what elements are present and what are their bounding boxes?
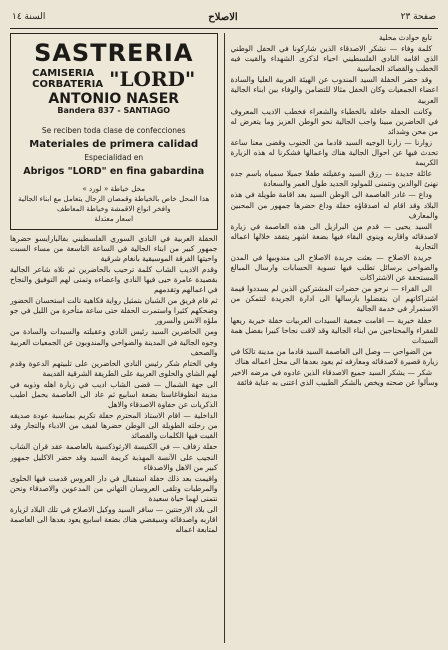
article-paragraph: زوارنا — زارنا الوجيه السيد قادما من الجنوب وقضى معنا ساعة تحدث فيها عن احوال الجالية هناك واعمالها فشكرنا له هذه الزيارة الكريمة: [230, 137, 438, 168]
ad-arabic-1: محل خياطة « لورد »: [82, 183, 146, 193]
article-paragraph: وقد حضر الحفلة السيد المندوب عن الهيئة العربية العليا والسادة اعضاء الجمعيات وكان الحفل مثالا للتضامن والوفاء بين ابناء الجالية العربية: [230, 75, 438, 105]
left-column-articles: [10, 234, 218, 536]
article-paragraph: وقدم الاديب الشاب كلمة ترحيب بالحاضرين ثم تلاه شاعر الجالية بقصيدة عامرة حيى فيها النادي واعضاءه وتمنى لهم التوفيق والنجاح في اعمالهم وتقدمهم: [10, 264, 218, 295]
article-paragraph: تابع حوادث محلية: [378, 33, 432, 42]
page-header: [10, 8, 438, 26]
article-paragraph: عائلة جديدة — رزق السيد وعقيلته طفلا جميلا سمياه باسم جده نهنئ الوالدين ونتمنى للمولود الجديد طول العمر والسعادة: [230, 169, 438, 189]
ad-arabic-4: اسعار معتدلة: [94, 213, 134, 223]
article-paragraph: وكانت الحفلة حافلة بالخطباء والشعراء فخطب الاديب المعروف في الحاضرين مبينا واجب الجالية نحو الوطن العزيز وما يتعرض له من محن وشدائد: [230, 106, 438, 136]
ad-arabic-3: وافخر انواع الاقمشة وخياطة المعاطف: [56, 203, 171, 213]
columns: [10, 33, 438, 643]
issue-number-left: السنة ١٤: [12, 12, 46, 22]
ad-camiseria: CAMISERIA: [32, 68, 95, 79]
ad-arabic-text: [17, 184, 211, 224]
article-paragraph: الى القراء — نرجو من حضرات المشتركين الذين لم يسددوا قيمة اشتراكاتهم ان يتفضلوا بارسالها الى ادارة الجريدة لتتمكن من الاستمرار في خدمة الجالية: [230, 284, 438, 314]
article-paragraph: واقيمت بعد ذلك حفلة استقبال في دار العروس قدمت فيها الحلوى والمرطبات وتلقى العروسان التهاني من المدعوين والاصدقاء ونحن نتمنى لهما حياة سعيدة: [10, 473, 218, 503]
article-paragraph: السيد يحيى — قدم من البرازيل الى هذه العاصمة في زيارة لاصدقائه واقاربه وينوي البقاء فيها بضعة اشهر يتفقد خلالها اعماله التجارية: [230, 221, 438, 251]
article-paragraph: حفلة خيرية — اقامت جمعية السيدات العربيات حفلة خيرية ريعها للفقراء والمحتاجين من ابناء الجالية وقد لاقت نجاحا كبيرا بفضل همة السيدات: [230, 315, 438, 345]
article-paragraph: ثم قام فريق من الشبان بتمثيل رواية فكاهية نالت استحسان الحضور وضحكهم كثيرا واستمرت الحفلة حتى ساعة متأخرة من الليل في جو ملؤه الانس والسرور: [10, 296, 218, 326]
article-paragraph: جريدة الاصلاح — بعثت جريدة الاصلاح الى مندوبيها في المدن والضواحي برسائل تطلب فيها تسوية الحسابات وارسال المبالغ المستحقة عن الاشتراكات: [230, 252, 438, 283]
ad-spanish-1: Se reciben toda clase de confecciones: [41, 126, 186, 136]
article-paragraph: شكر — يشكر السيد جميع الاصدقاء الذين عادوه في مرضه الاخير وسألوا عن صحته ويخص بالشكر الطبيب الذي اعتنى به عناية فائقة: [230, 368, 438, 388]
ad-owner: ANTONIO NASER: [48, 91, 180, 107]
ad-row-lord: [17, 68, 211, 90]
page-number-right: صفحة ٢٣: [400, 12, 436, 22]
article-paragraph: ومن الحاضرين السيد رئيس النادي وعقيلته والسيدات والسادة من وجوه الجالية في المدينة والضواحي والمندوبون عن الجمعيات العربية والصحف: [10, 327, 218, 357]
article-paragraph: الحفلة العربية في النادي السوري الفلسطيني بفالبارايسو حضرها جمهور كبير من ابناء الجالية في الساعة التاسعة من مساء السبت واحيتها الفرقة الموسيقية بانغام شرقية: [10, 233, 218, 263]
header-rule: [10, 28, 438, 29]
ad-arabic-2: هذا المحل خاص بالخياطة وقمصان الرجال يتعامل مع ابناء الجالية: [18, 193, 210, 203]
ad-lord: "LORD": [109, 66, 196, 91]
ad-corbateria: CORBATERIA: [32, 79, 104, 90]
article-paragraph: من الضواحي — وصل الى العاصمة السيد قادما من مدينة تالكا في زيارة قصيرة لاصدقائه ومعارفه ثم يعود بعدها الى محل اعماله هناك: [230, 346, 438, 366]
ad-brand: SASTRERIA: [34, 39, 194, 67]
ad-spanish-4: Abrigos "LORD" en fina gabardina: [23, 166, 205, 178]
advertisement-box: [10, 33, 218, 230]
article-paragraph: وداع — غادر العاصمة الى الوطن السيد بعد اقامة طويلة في هذه البلاد وقد اقام له اصدقاؤه حفلة وداع حضرها جمهور من المحبين والمعارف: [230, 190, 438, 220]
ad-address: Bandera 837 - SANTIAGO: [57, 106, 171, 116]
right-column: [231, 33, 439, 643]
column-divider: [224, 33, 225, 643]
ad-spanish-3: Especialidad en: [84, 153, 144, 163]
article-paragraph: الى بلاد الارجنتين — سافر السيد ووكيل الاصلاح في تلك البلاد لزيارة اقاربه واصدقائه وسيقضي هناك بضعة اسابيع يعود بعدها الى العاصمة لمتابعة اعماله: [10, 505, 218, 535]
article-paragraph: الداخلية — اقام الاستاذ المحترم حفلة تكريم بمناسبة عودة صديقه من رحلته الطويلة الى الوطن حضرها لفيف من الادباء والتجار وقد القيت فيها الكلمات والقصائد: [10, 411, 218, 441]
article-paragraph: الى جهة الشمال — قضى الشاب اديب في زيارة اهله وذويه في مدينة انطوفاغاستا بضعة اسابيع ثم عاد الى العاصمة يحمل اطيب الذكريات عن حفاوة الاصدقاء والاهل: [10, 379, 218, 410]
left-column: [10, 33, 218, 643]
article-paragraph: وفي الختام شكر رئيس النادي الحاضرين على تلبيتهم الدعوة وقدم لهم الشاي والحلوى العربية على الطريقة الشرقية القديمة: [10, 358, 218, 378]
ad-subtitles: [32, 68, 103, 90]
masthead-title: الاصلاح: [208, 11, 238, 23]
article-paragraph: كلمة وفاء — نشكر الاصدقاء الذين شاركونا في الحفل الوطني الذي اقامه النادي الفلسطيني احياء لذكرى الشهداء والقيت فيه الخطب والقصائد الحماسية: [230, 44, 438, 74]
ad-spanish-2: Materiales de primera calidad: [29, 139, 199, 151]
article-paragraph: حفلة زفاف — في الكنيسة الارثوذكسية بالعاصمة عقد قران الشاب النجيب على الآنسة المهذبة كريمة السيد وقد حضر الاكليل جمهور كبير من الاهل والاصدقاء: [10, 442, 218, 472]
